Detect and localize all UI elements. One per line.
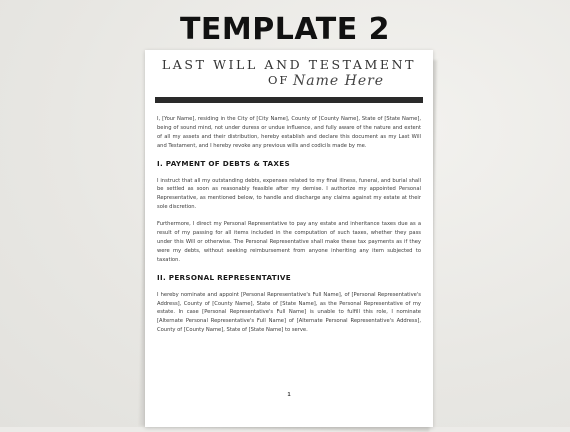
document-title: LAST WILL AND TESTAMENT <box>161 57 417 72</box>
section-heading-representative: II. PERSONAL REPRESENTATIVE <box>157 272 291 282</box>
section-paragraph: I hereby nominate and appoint [Personal Representative's Full Name], of [Personal Representative's Address], County of [County Name], State of [State Name], as the Personal Representative of my estate. In case [Personal Representative's Full Name] is unable to fulfill this role, I nominate [Alternate Personal Representative's Full Name] of [Alternate Personal Representative's Address], County of [County Name], State of [State Name] to serve. <box>157 291 421 334</box>
section-paragraph: I instruct that all my outstanding debts, expenses related to my final illness, funeral, and burial shall be settled as soon as reasonably feasible after my demise. I authorize my appointed Personal Representative, as mentioned below, to handle and discharge any claims against my estate at their sole discretion. <box>157 177 421 211</box>
section-paragraph: Furthermore, I direct my Personal Representative to pay any estate and inheritance taxes due as a result of my passing for all items included in the computation of such taxes, whether they pass under this Will or otherwise. The Personal Representative shall make these tax payments as if they were my debts, without seeking reimbursement from anyone inheriting any item subjected to taxation. <box>157 221 421 263</box>
section-heading-debts: I. PAYMENT OF DEBTS & TAXES <box>157 158 290 168</box>
intro-paragraph: I, [Your Name], residing in the City of [City Name], County of [County Name], State of [State Name], being of sound mind, not under duress or undue influence, and fully aware of the nature and extent of all my assets and their distribution, hereby establish and declare this document as my Last Will and Testament, and I hereby revoke any previous wills and codicils made by me. <box>157 116 421 149</box>
template-banner-title: TEMPLATE 2 <box>179 12 391 47</box>
title-rule-bar <box>155 97 423 103</box>
document-page <box>145 50 433 427</box>
document-name-script: Name Here <box>293 73 385 89</box>
document-title-of: OF <box>268 73 290 87</box>
document-body <box>157 115 421 335</box>
page-number: 1 <box>287 392 291 398</box>
